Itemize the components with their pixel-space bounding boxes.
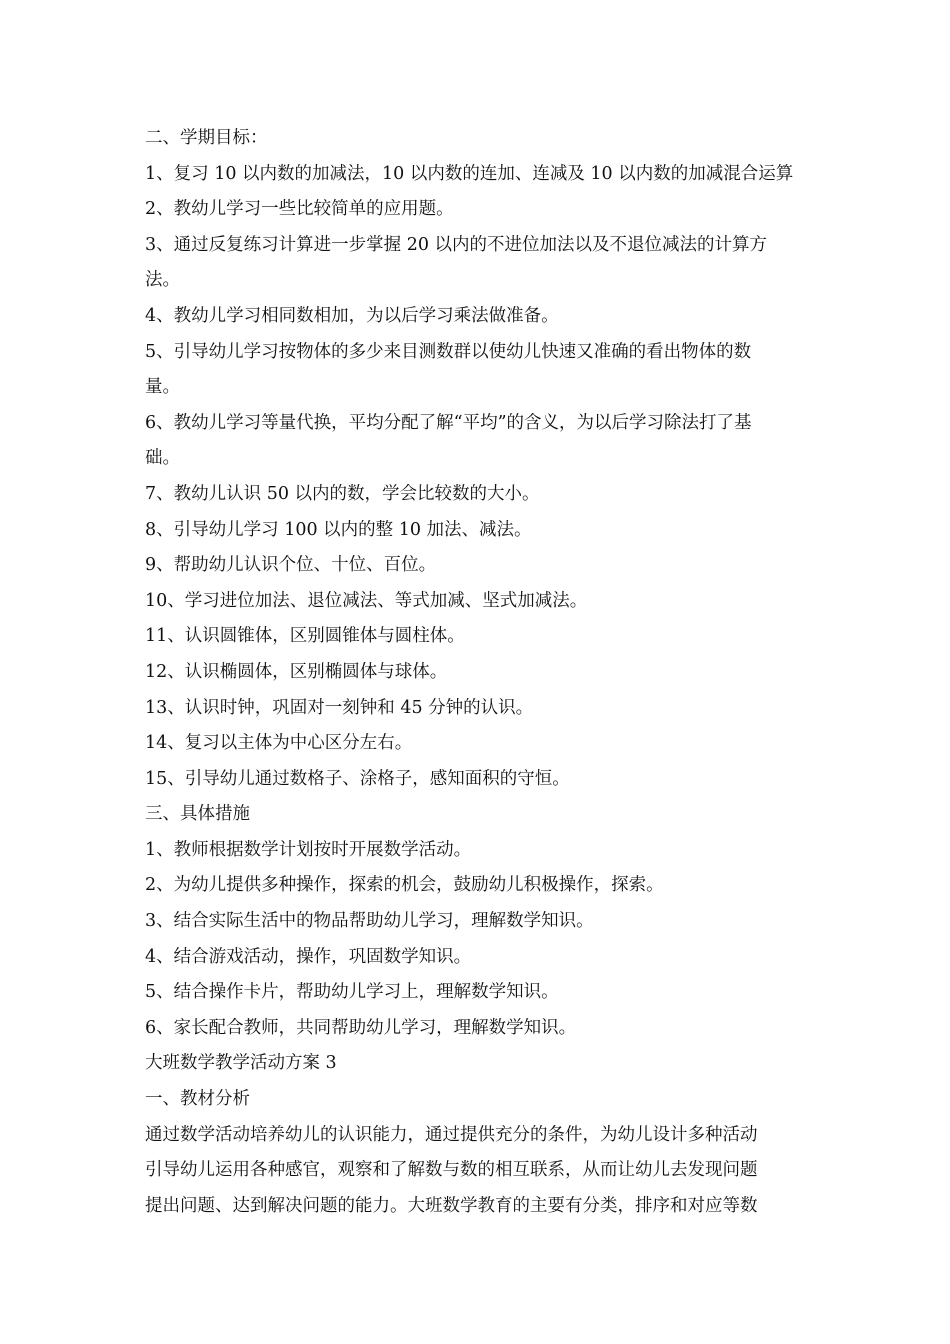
goal-item-3-continued: 法。 xyxy=(145,270,180,291)
plan-title: 大班数学教学活动方案 3 xyxy=(145,1053,337,1074)
measure-item-4: 4、结合游戏活动，操作，巩固数学知识。 xyxy=(145,946,472,967)
section-heading-measures: 三、具体措施 xyxy=(145,804,250,825)
goal-item-11: 11、认识圆锥体，区别圆锥体与圆柱体。 xyxy=(145,626,465,647)
goal-item-15: 15、引导幼儿通过数格子、涂格子，感知面积的守恒。 xyxy=(145,768,570,789)
goal-item-1: 1、复习 10 以内数的加减法，10 以内数的连加、连减及 10 以内数的加减混合运算 xyxy=(145,163,794,184)
goal-item-8: 8、引导幼儿学习 100 以内的整 10 加法、减法。 xyxy=(145,519,532,540)
goal-item-5-continued: 量。 xyxy=(145,377,180,398)
measure-item-5: 5、结合操作卡片，帮助幼儿学习上，理解数学知识。 xyxy=(145,982,559,1003)
section-heading-goals: 二、学期目标： xyxy=(145,128,268,148)
paragraph-line-1: 通过数学活动培养幼儿的认识能力，通过提供充分的条件，为幼儿设计多种活动 xyxy=(145,1124,758,1145)
goal-item-14: 14、复习以主体为中心区分左右。 xyxy=(145,733,413,754)
goal-item-2: 2、教幼儿学习一些比较简单的应用题。 xyxy=(145,199,454,220)
document-page xyxy=(145,121,813,1224)
goal-item-13: 13、认识时钟，巩固对一刻钟和 45 分钟的认识。 xyxy=(145,697,534,718)
goal-item-6: 6、教幼儿学习等量代换，平均分配了解“平均”的含义，为以后学习除法打了基 xyxy=(145,412,752,433)
measure-item-1: 1、教师根据数学计划按时开展数学活动。 xyxy=(145,839,472,860)
measure-item-2: 2、为幼儿提供多种操作，探索的机会，鼓励幼儿积极操作，探索。 xyxy=(145,875,664,896)
goal-item-9: 9、帮助幼儿认识个位、十位、百位。 xyxy=(145,555,437,576)
goal-item-4: 4、教幼儿学习相同数相加，为以后学习乘法做准备。 xyxy=(145,305,559,326)
goal-item-3: 3、通过反复练习计算进一步掌握 20 以内的不进位加法以及不退位减法的计算方 xyxy=(145,234,768,255)
goal-item-10: 10、学习进位加法、退位减法、等式加减、坚式加减法。 xyxy=(145,590,588,611)
goal-item-6-continued: 础。 xyxy=(145,448,180,469)
goal-item-5: 5、引导幼儿学习按物体的多少来目测数群以使幼儿快速又准确的看出物体的数 xyxy=(145,341,752,362)
goal-item-7: 7、教幼儿认识 50 以内的数，学会比较数的大小。 xyxy=(145,483,540,504)
measure-item-3: 3、结合实际生活中的物品帮助幼儿学习，理解数学知识。 xyxy=(145,911,594,932)
measure-item-6: 6、家长配合教师，共同帮助幼儿学习，理解数学知识。 xyxy=(145,1017,577,1038)
goal-item-12: 12、认识椭圆体，区别椭圆体与球体。 xyxy=(145,661,448,682)
section-heading-material-analysis: 一、教材分析 xyxy=(145,1089,250,1110)
paragraph-line-2: 引导幼儿运用各种感官，观察和了解数与数的相互联系，从而让幼儿去发现问题 xyxy=(145,1160,758,1181)
paragraph-line-3: 提出问题、达到解决问题的能力。大班数学教育的主要有分类，排序和对应等数 xyxy=(145,1195,758,1216)
